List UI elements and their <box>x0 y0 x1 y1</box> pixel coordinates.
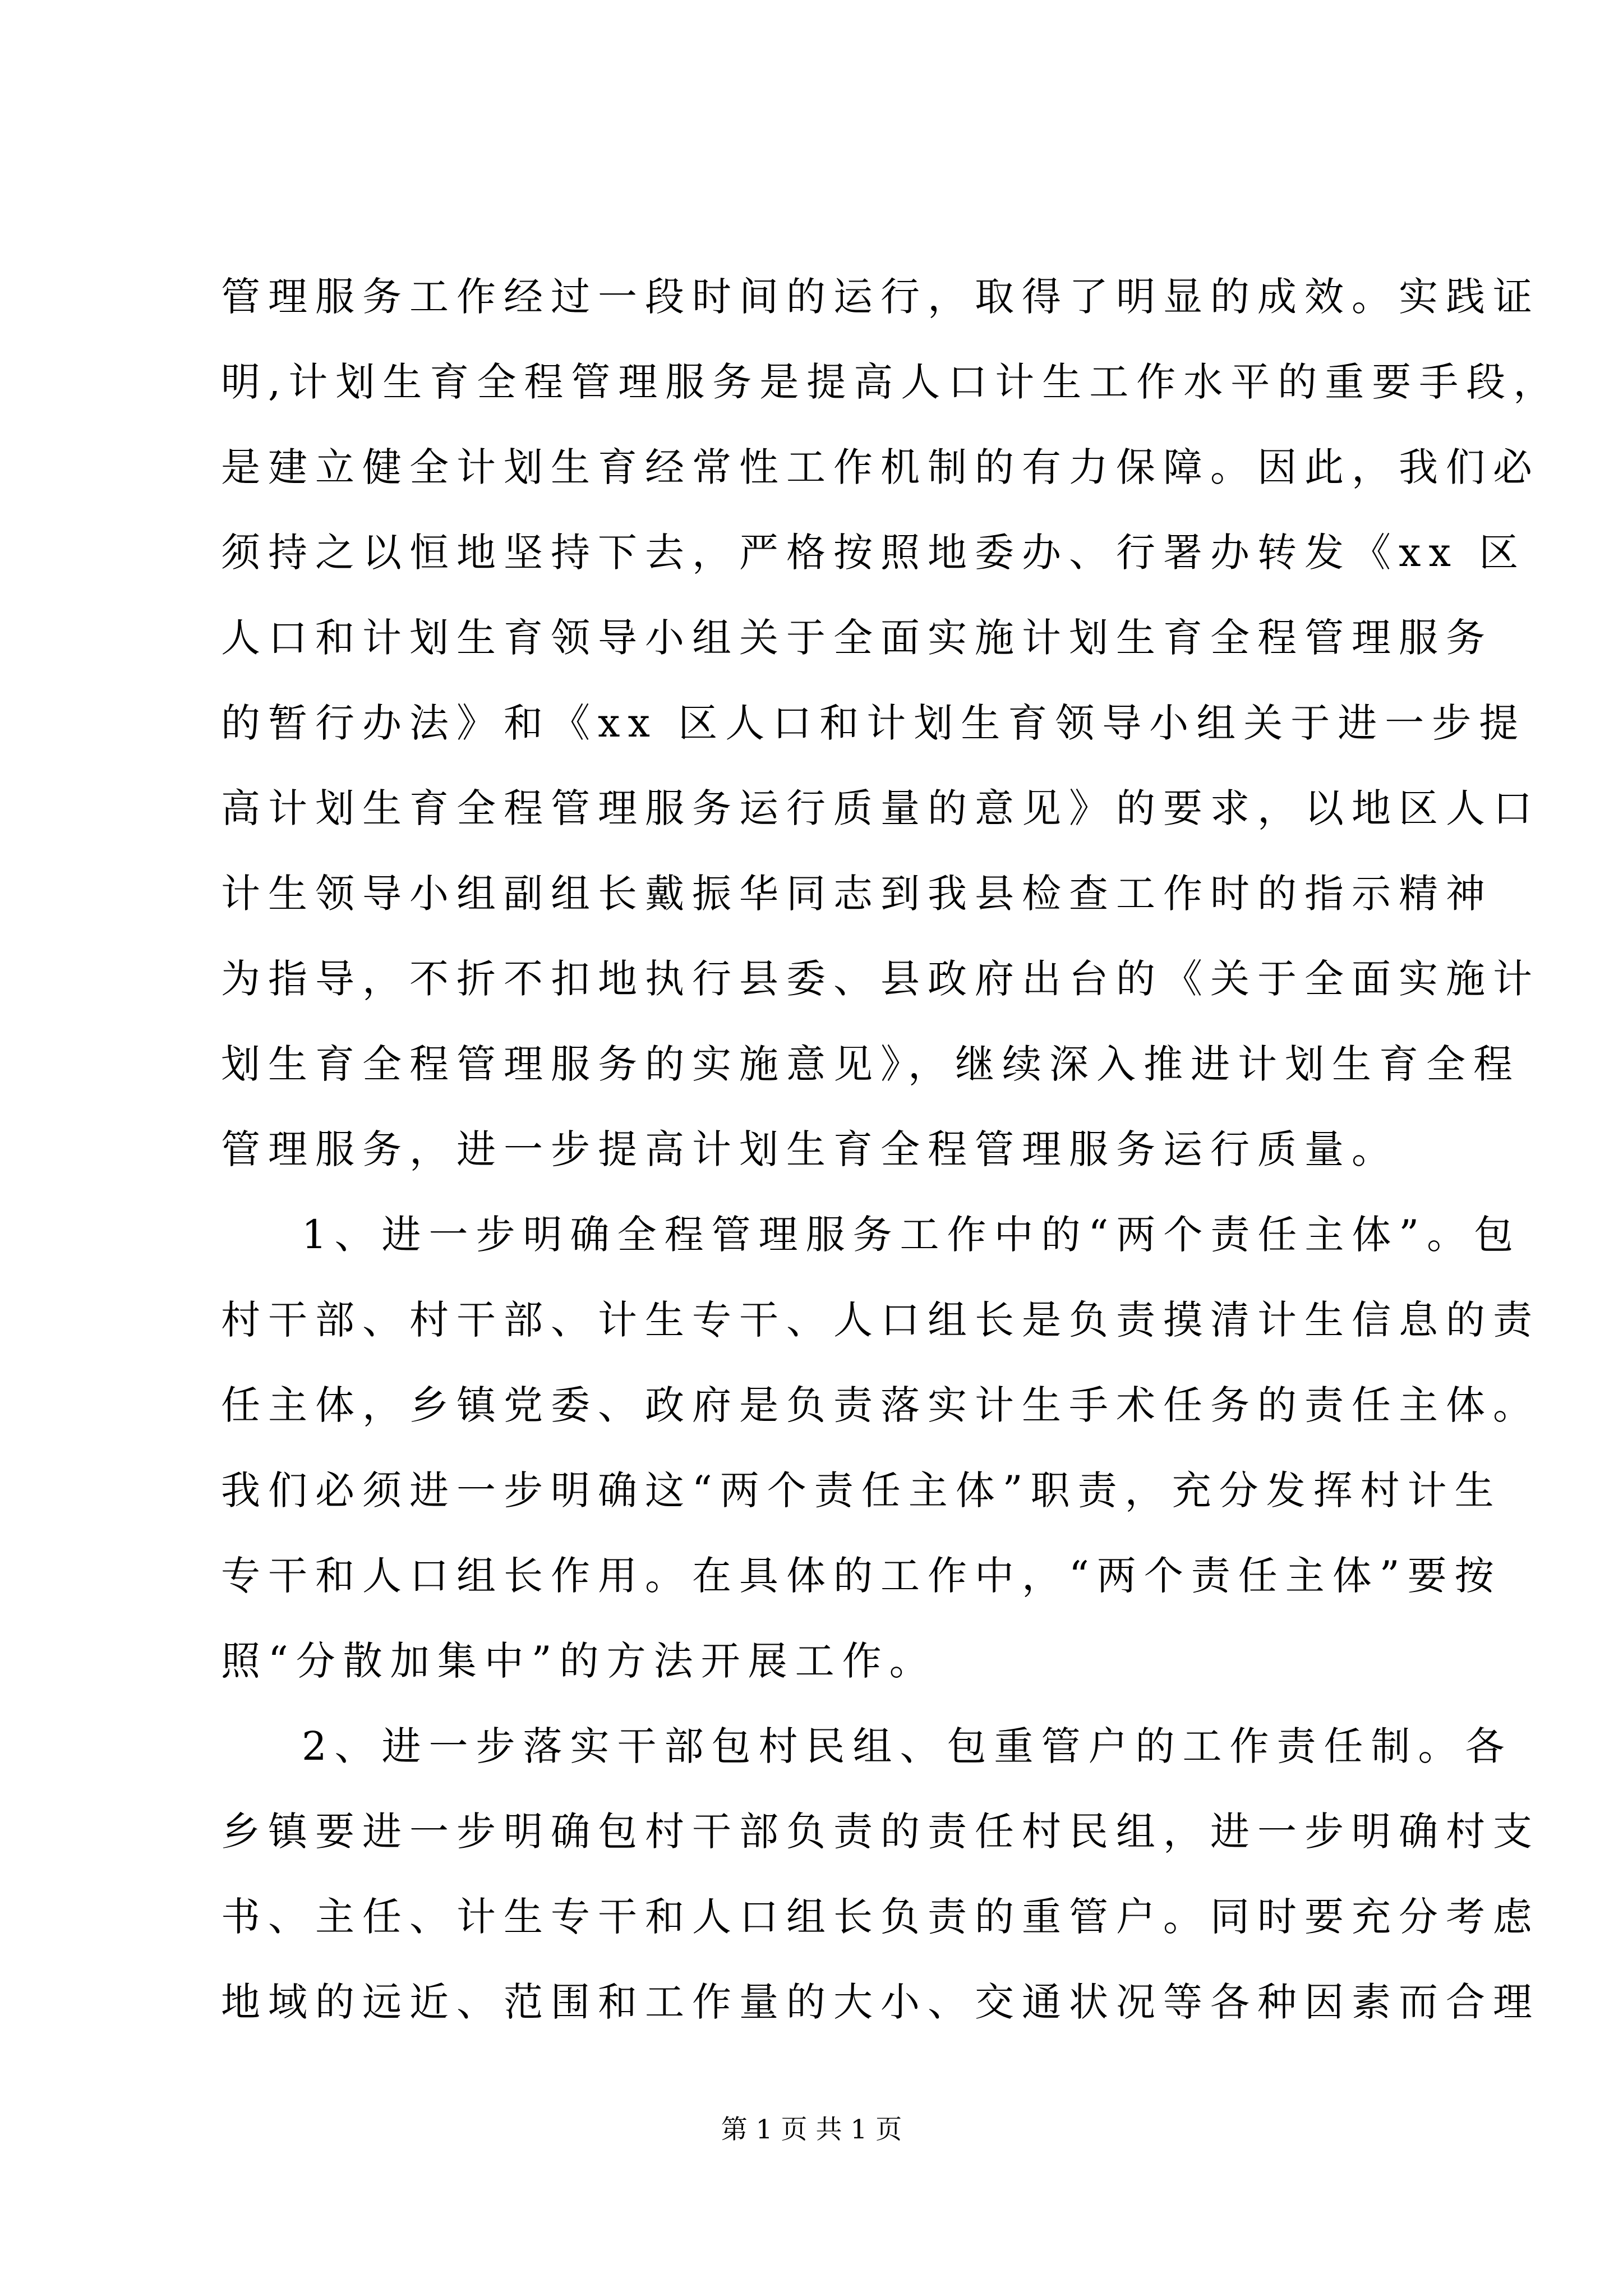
body-line-13: 村干部、村干部、计生专干、人口组长是负责摸清计生信息的责 <box>221 1297 1540 1343</box>
body-line-14: 任主体，乡镇党委、政府是负责落实计生手术任务的责任主体。 <box>221 1382 1540 1428</box>
page-footer: 第 1 页 共 1 页 <box>721 2114 902 2145</box>
body-line-10: 划生育全程管理服务的实施意见》，继续深入推进计划生育全程 <box>221 1041 1520 1087</box>
body-line-8: 计生领导小组副组长戴振华同志到我县检查工作时的指示精神 <box>221 871 1493 917</box>
body-line-11: 管理服务，进一步提高计划生育全程管理服务运行质量。 <box>221 1126 1399 1172</box>
body-line-21: 地域的远近、范围和工作量的大小、交通状况等各种因素而合理 <box>221 1979 1540 2025</box>
body-line-1: 管理服务工作经过一段时间的运行，取得了明显的成效。实践证 <box>221 274 1540 320</box>
body-line-2: 明,计划生育全程管理服务是提高人口计生工作水平的重要手段， <box>221 359 1561 405</box>
body-line-15: 我们必须进一步明确这“两个责任主体”职责，充分发挥村计生 <box>221 1467 1502 1513</box>
body-line-17: 照“分散加集中”的方法开展工作。 <box>221 1638 937 1684</box>
body-line-9: 为指导，不折不扣地执行县委、县政府出台的《关于全面实施计 <box>221 956 1540 1002</box>
body-line-6: 的暂行办法》和《xx 区人口和计划生育领导小组关于进一步提 <box>221 700 1527 746</box>
body-line-4: 须持之以恒地坚持下去，严格按照地委办、行署办转发《xx 区 <box>221 530 1527 576</box>
body-line-16: 专干和人口组长作用。在具体的工作中，“两个责任主体”要按 <box>221 1553 1502 1599</box>
body-line-7: 高计划生育全程管理服务运行质量的意见》的要求，以地区人口 <box>221 785 1540 831</box>
paragraph-2-heading-line: 2、进一步落实干部包村民组、包重管户的工作责任制。各 <box>302 1723 1513 1769</box>
paragraph-1-heading-line: 1、进一步明确全程管理服务工作中的“两个责任主体”。包 <box>302 1212 1521 1258</box>
body-line-5: 人口和计划生育领导小组关于全面实施计划生育全程管理服务 <box>221 615 1493 661</box>
body-line-20: 书、主任、计生专干和人口组长负责的重管户。同时要充分考虑 <box>221 1894 1540 1940</box>
body-line-3: 是建立健全计划生育经常性工作机制的有力保障。因此，我们必 <box>221 444 1540 490</box>
body-line-19: 乡镇要进一步明确包村干部负责的责任村民组，进一步明确村支 <box>221 1809 1540 1855</box>
